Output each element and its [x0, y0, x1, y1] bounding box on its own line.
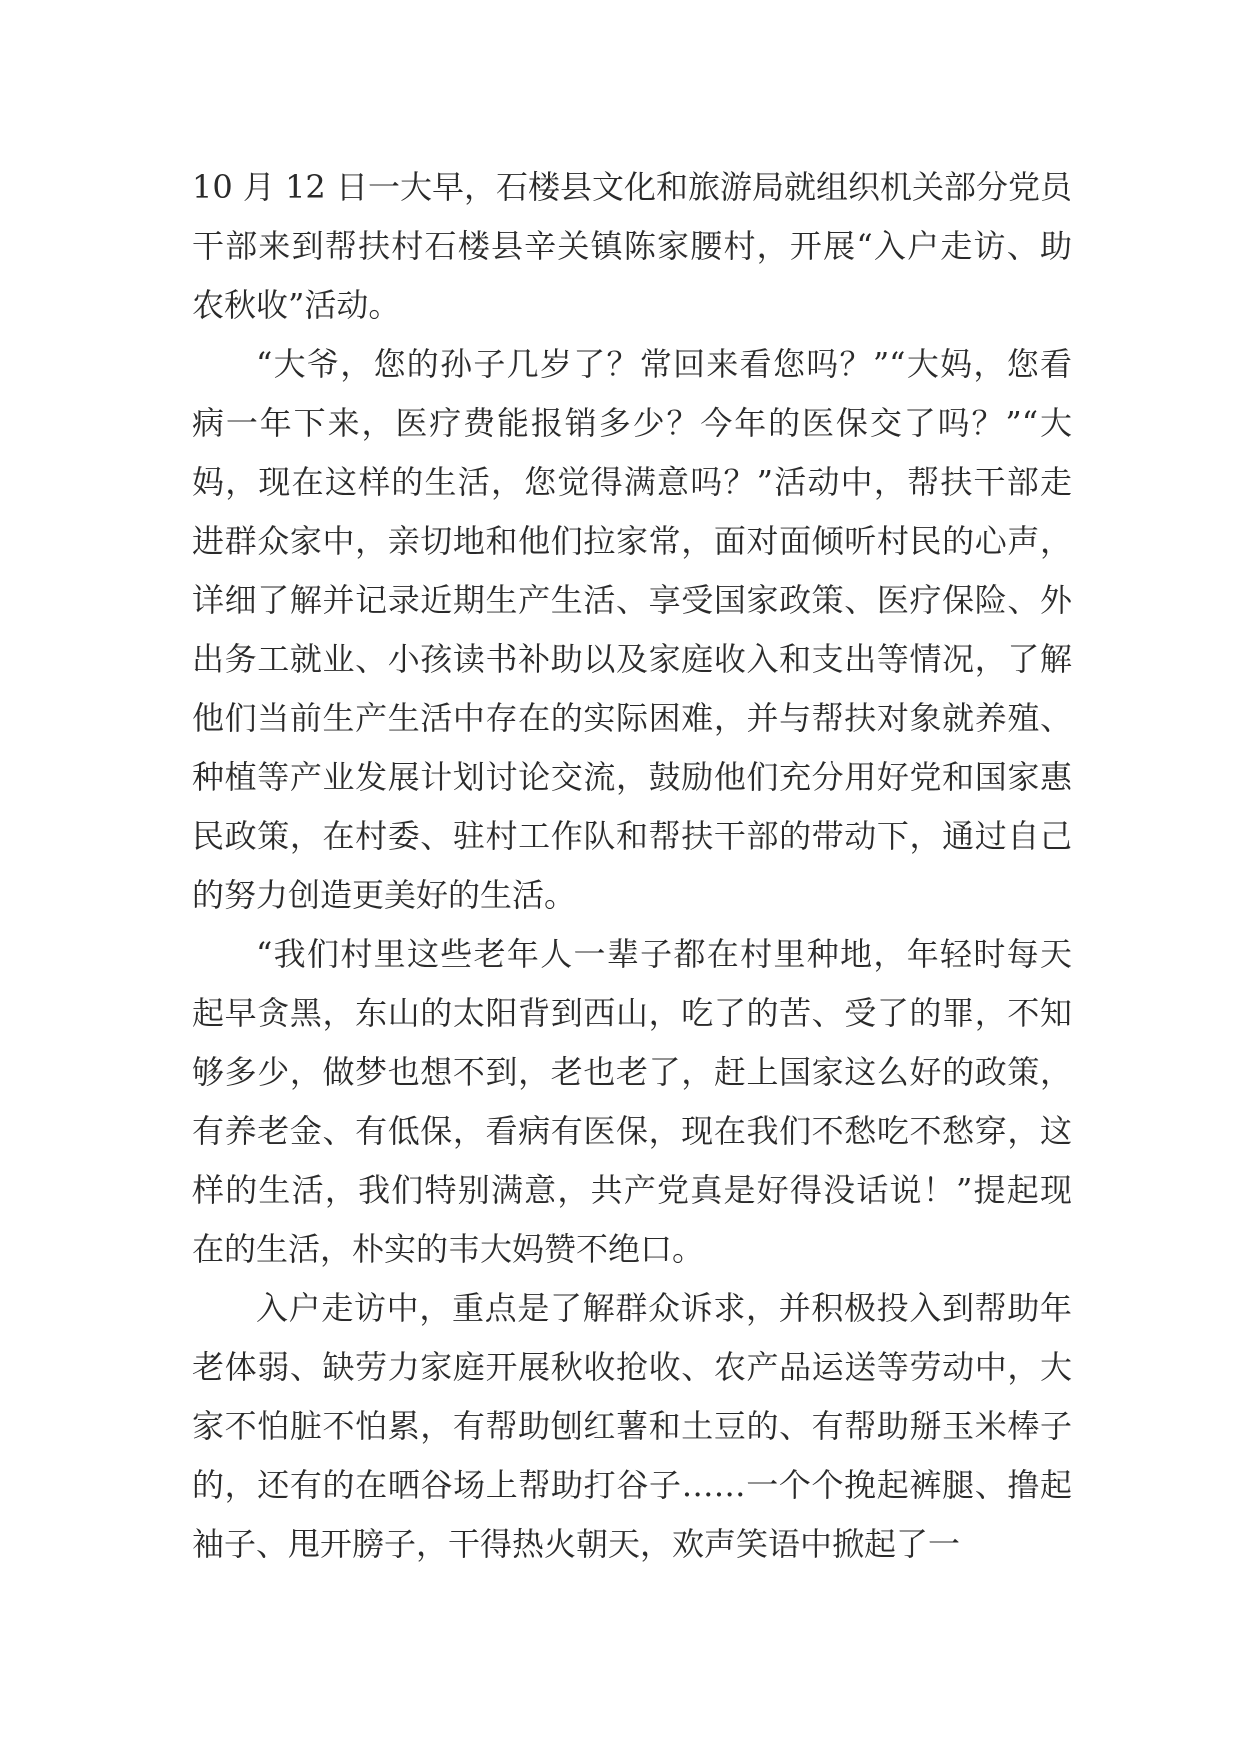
- paragraph-dialogue: “大爷，您的孙子几岁了？常回来看您吗？”“大妈，您看病一年下来，医疗费能报销多少？今年的医保交了吗？”“大妈，现在这样的生活，您觉得满意吗？”活动中，帮扶干部走进群众家中，亲切地和他们拉家常，面对面倾听村民的心声，详细了解并记录近期生产生活、享受国家政策、医疗保险、外出务工就业、小孩读书补助以及家庭收入和支出等情况，了解他们当前生产生活中存在的实际困难，并与帮扶对象就养殖、种植等产业发展计划讨论交流，鼓励他们充分用好党和国家惠民政策，在村委、驻村工作队和帮扶干部的带动下，通过自己的努力创造更美好的生活。: [192, 345, 1072, 914]
- paragraph-villager-quote: “我们村里这些老年人一辈子都在村里种地，年轻时每天起早贪黑，东山的太阳背到西山，吃了的苦、受了的罪，不知够多少，做梦也想不到，老也老了，赶上国家这么好的政策，有养老金、有低保，看病有医保，现在我们不愁吃不愁穿，这样的生活，我们特别满意，共产党真是好得没话说！”提起现在的生活，朴实的韦大妈赞不绝口。: [192, 935, 1072, 1268]
- document-body: [192, 158, 1072, 1574]
- paragraph-intro: 10 月 12 日一大早，石楼县文化和旅游局就组织机关部分党员干部来到帮扶村石楼县辛关镇陈家腰村，开展“入户走访、助农秋收”活动。: [192, 168, 1072, 324]
- paragraph-harvest: 入户走访中，重点是了解群众诉求，并积极投入到帮助年老体弱、缺劳力家庭开展秋收抢收、农产品运送等劳动中，大家不怕脏不怕累，有帮助刨红薯和土豆的、有帮助掰玉米棒子的，还有的在晒谷场上帮助打谷子……一个个挽起裤腿、撸起袖子、甩开膀子，干得热火朝天，欢声笑语中掀起了一: [192, 1289, 1072, 1563]
